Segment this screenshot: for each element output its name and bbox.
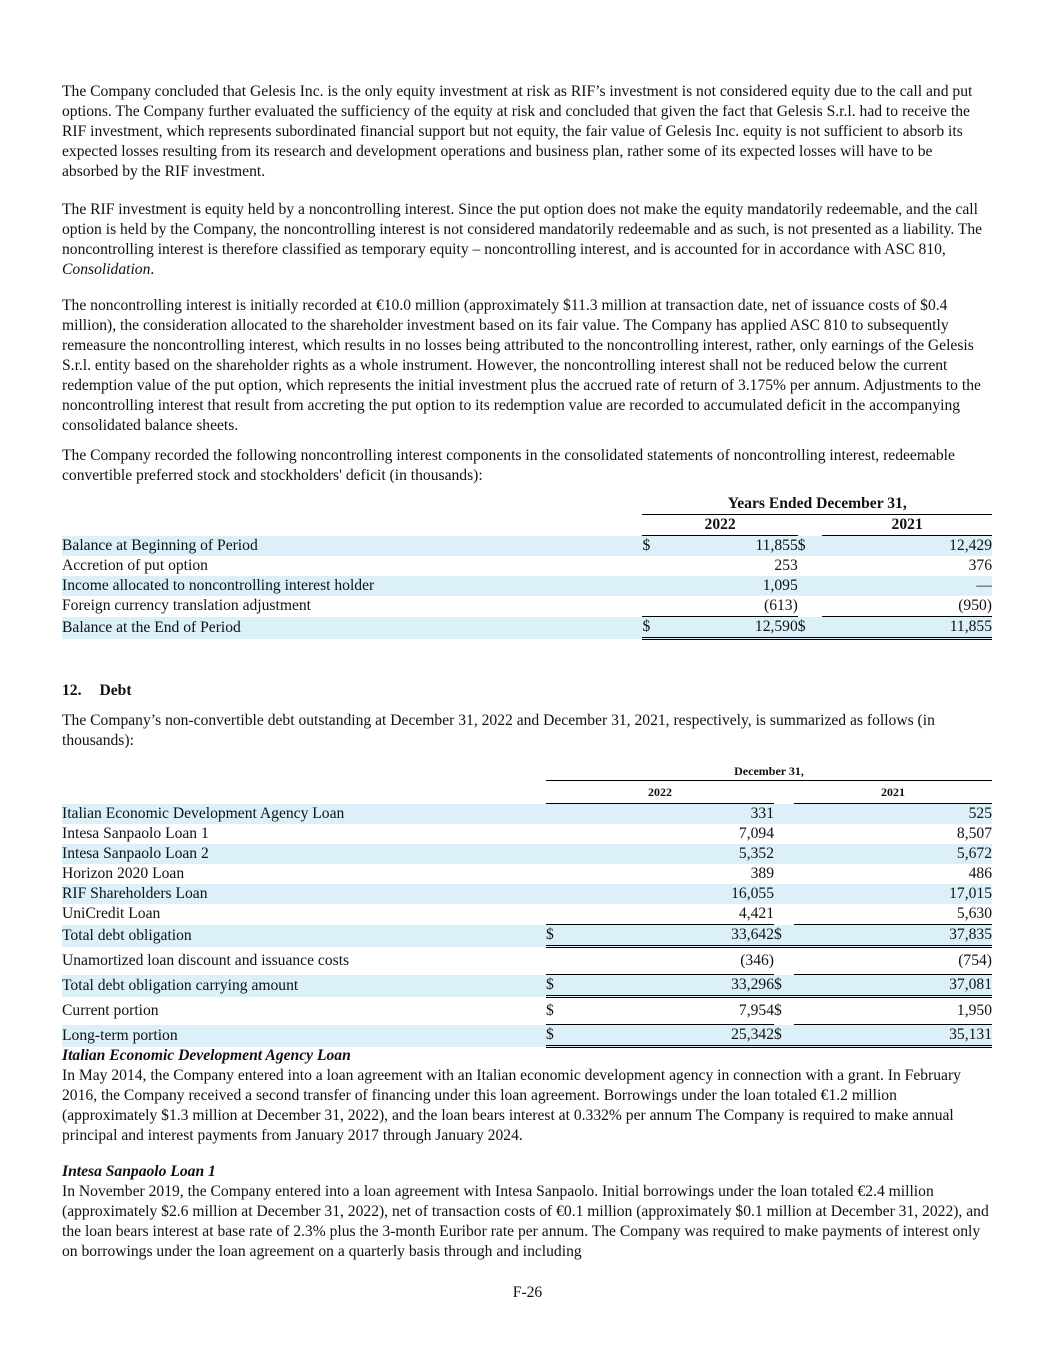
value-2022: 25,342 [572,1025,774,1047]
paragraph-nci-components-intro: The Company recorded the following noncontrolling interest components in the consolidated statements of noncontrolling interest, redeemable convertible preferred stock and stockholders' deficit (in thousands): [62,447,955,484]
section-title: Debt [99,682,132,699]
nci-col-2022: 2022 [642,515,797,536]
row-label: Intesa Sanpaolo Loan 2 [62,844,546,864]
row-label: Total debt obligation [62,925,546,947]
row-label: Current portion [62,1001,159,1019]
currency-symbol: $ [546,1025,572,1047]
currency-symbol: $ [546,975,572,997]
value-2022: 5,352 [572,844,774,864]
row-label: Accretion of put option [62,557,208,574]
table-row [62,975,992,997]
value-2022: 33,642 [572,925,774,947]
row-label: RIF Shareholders Loan [62,884,546,904]
section-number: 12. [62,682,82,699]
row-label: Total debt obligation carrying amount [62,975,546,997]
value-2022: 11,855 [665,536,798,557]
table-row [62,884,992,904]
value-2021: 17,015 [820,884,992,904]
value-2021: 8,507 [956,825,992,842]
nci-col-2021: 2021 [822,515,992,536]
debt-col-2022: 2022 [546,781,774,804]
table-row [62,864,992,884]
italian-loan-text: In May 2014, the Company entered into a loan agreement with an Italian economic development agency in connection with a grant. In February 2016, the Company received a second transfer of financing under this loan agreement. Borrowings under the loan totaled €1.2 million (approximately $1.3 million at December 31, 2022), and the loan bears interest at 0.332% per annum The Company is required to make annual principal and interest payments from January 2017 through January 2024. [62,1067,961,1144]
consolidation-term: Consolidation [62,261,151,278]
table-row [62,1025,992,1047]
currency-symbol: $ [546,925,572,947]
table-row [62,536,992,557]
table-row [62,947,992,975]
row-label: UniCredit Loan [62,905,161,923]
table-row [62,997,992,1025]
paragraph-nci-recording: The noncontrolling interest is initially recorded at €10.0 million (approximately $11.3 million at transaction date, net of issuance costs of $0.4 million), the consideration allocated to the shareholder investment based on its fair value. The Company has applied ASC 810 to subsequently remeasure the noncontrolling interest, which results in no losses being attributed to the noncontrolling interest, rather, only earnings of the Gelesis S.r.l. entity based on the shareholder rights as a whole instrument. However, the noncontrolling interest shall not be reduced below the current redemption value of the put option, which represents the initial investment plus the accrued rate of return of 3.175% per annum. Adjustments to the noncontrolling interest that result from accreting the put option to its redemption value are recorded to accumulated deficit in the accompanying consolidated balance sheets. [62,297,981,434]
table-row [62,556,992,576]
value-2021: — [847,576,992,596]
currency-symbol: $ [774,1002,782,1020]
row-label: Balance at Beginning of Period [62,536,642,557]
row-label: Intesa Sanpaolo Loan 1 [62,825,209,842]
value-2021: 376 [968,557,992,574]
value-2022: 7,954 [572,997,774,1025]
value-2022: 253 [774,557,798,574]
value-2021: 5,630 [820,904,992,925]
value-2021: 1,950 [820,997,992,1025]
value-2022: 7,094 [738,825,774,842]
value-2021: 525 [820,804,992,825]
debt-table-year-row [62,781,992,804]
currency-symbol: $ [798,617,823,639]
row-label: Italian Economic Development Agency Loan [62,804,546,825]
paragraph-rif-investment-main: The RIF investment is equity held by a noncontrolling interest. Since the put option does not make the equity mandatorily redeemable, and the call option is held by the Company, the noncontrolling interest is not considered mandatorily redeemable and as such, is not presented as a liability. The noncontrolling interest is therefore classified as temporary equity – noncontrolling interest, and is accounted for in accordance with ASC 810, [62,201,983,258]
value-2022: 331 [572,804,774,825]
paragraph-rif-investment [62,200,992,280]
row-label: Long-term portion [62,1025,546,1047]
currency-symbol: $ [774,925,794,947]
debt-table [62,762,992,1048]
value-2022: 16,055 [572,884,774,904]
value-2022: 12,590 [665,617,798,639]
row-label: Income allocated to noncontrolling interest holder [62,576,642,596]
currency-symbol: $ [546,997,572,1025]
nci-table-year-row [62,515,992,536]
value-2022: 389 [750,865,774,882]
row-label: Balance at the End of Period [62,617,642,639]
value-2022: 33,296 [572,975,774,997]
currency-symbol: $ [642,536,664,557]
currency-symbol: $ [774,975,794,997]
debt-col-2021: 2021 [794,781,992,804]
paragraph-equity-at-risk: The Company concluded that Gelesis Inc. is the only equity investment at risk as RIF’s investment is not considered equity due to the call and put options. The Company further evaluated the sufficiency of the equity at risk and concluded that given the fact that Gelesis S.r.l. had to receive the RIF investment, which represents subordinated financial support but not equity, the fair value of Gelesis Inc. equity is not sufficient to absorb its expected losses resulting from its research and development operations and business plan, rather some of its expected losses will have to be absorbed by the RIF investment. [62,83,973,180]
intesa-loan-title: Intesa Sanpaolo Loan 1 [62,1163,216,1180]
table-row [62,844,992,864]
value-2021: 486 [968,865,992,882]
table-row [62,824,992,844]
nci-years-header: Years Ended December 31, [642,494,992,515]
value-2021: (950) [847,596,992,617]
value-2022: 1,095 [665,576,798,596]
currency-symbol: $ [798,536,823,557]
debt-section-heading [62,681,992,701]
value-2021: 35,131 [820,1025,992,1047]
table-row [62,617,992,639]
value-2022: (613) [665,596,798,617]
value-2021: (754) [820,947,992,975]
value-2022: 4,421 [572,904,774,925]
nci-table-header-row [62,494,992,515]
currency-symbol: $ [774,1025,794,1047]
row-label: Horizon 2020 Loan [62,865,185,882]
value-2021: 37,835 [820,925,992,947]
paragraph-rif-investment-end: . [150,261,155,278]
value-2022: (346) [572,947,774,975]
value-2021: 11,855 [847,617,992,639]
table-row [62,904,992,925]
currency-symbol: $ [642,617,664,639]
table-row [62,596,992,617]
table-row [62,804,992,825]
italian-loan-title: Italian Economic Development Agency Loan [62,1047,351,1064]
row-label: Foreign currency translation adjustment [62,597,311,615]
table-row [62,925,992,947]
row-label: Unamortized loan discount and issuance costs [62,951,350,969]
debt-table-header-row [62,762,992,781]
paragraph-debt-intro: The Company’s non-convertible debt outstanding at December 31, 2022 and December 31, 2021, respectively, is summarized as follows (in thousands): [62,712,935,749]
value-2021: 12,429 [847,536,992,557]
table-row [62,576,992,596]
value-2021: 37,081 [820,975,992,997]
page-number: F-26 [512,1284,543,1301]
intesa-loan-text: In November 2019, the Company entered into a loan agreement with Intesa Sanpaolo. Initial borrowings under the loan totaled €2.4 million (approximately $2.6 million at December 31, 2022), net of transaction costs of €0.1 million (approximately $0.1 million at December 31, 2022), and the loan bears interest at base rate of 2.3% plus the 3-month Euribor rate per annum. The Company was required to make payments of interest only on borrowings under the loan agreement on a quarterly basis through and including [62,1183,989,1260]
debt-december-header: December 31, [546,762,992,781]
nci-table [62,494,992,640]
value-2021: 5,672 [820,844,992,864]
